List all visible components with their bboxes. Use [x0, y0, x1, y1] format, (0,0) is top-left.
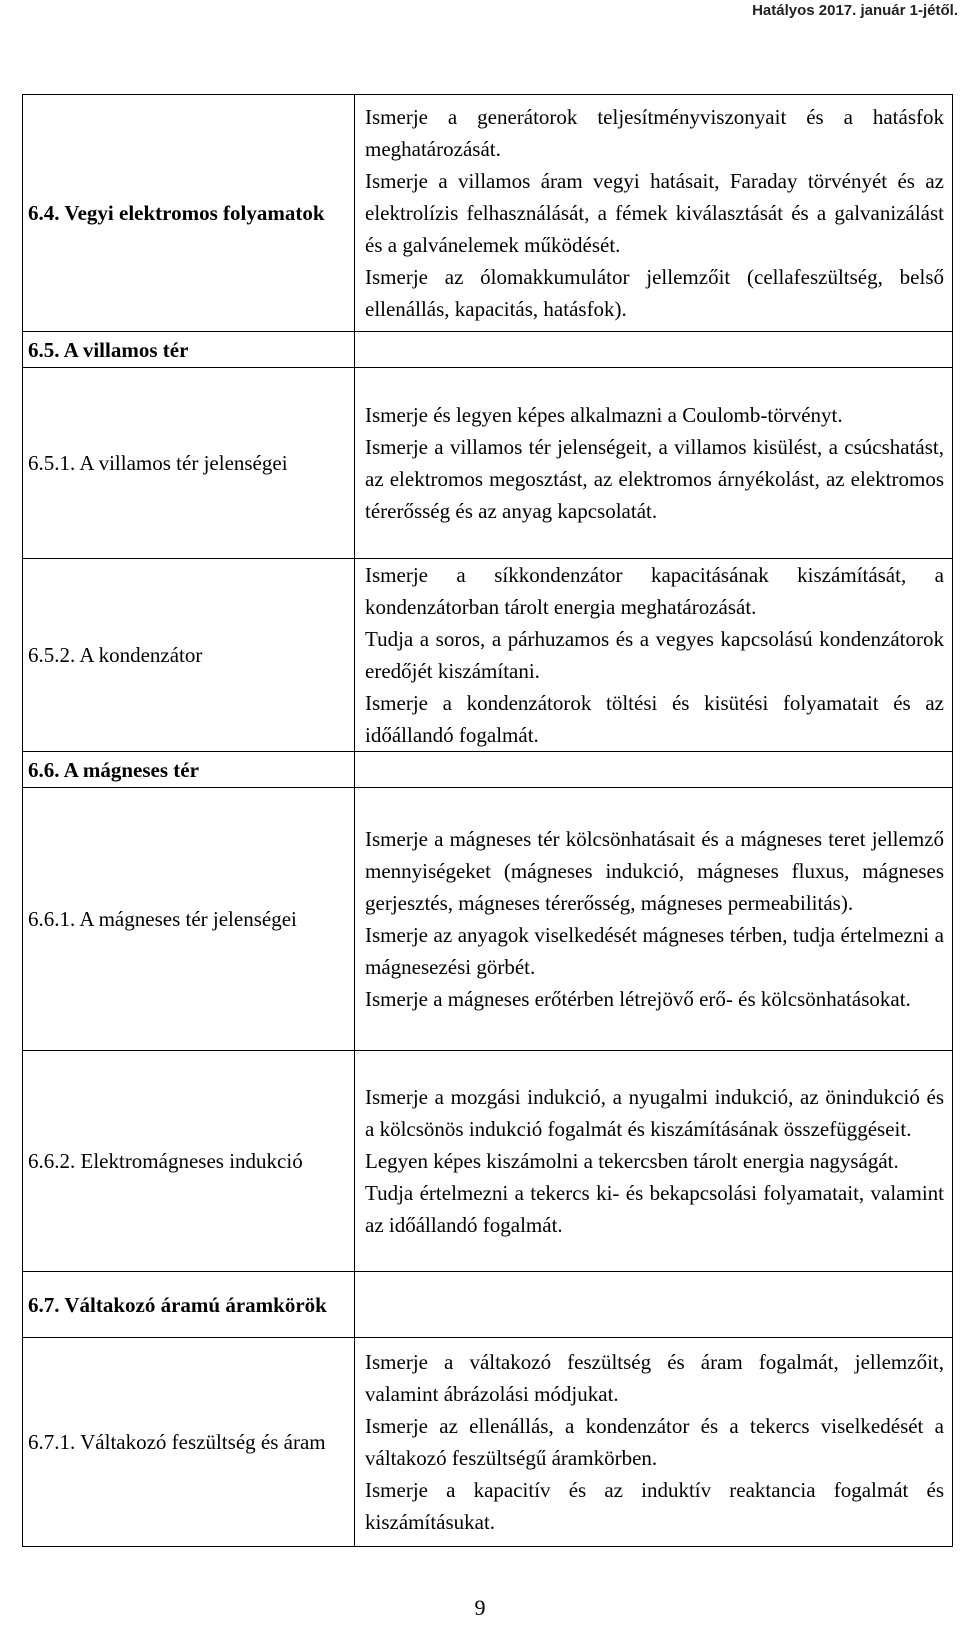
requirement-paragraph: Tudja értelmezni a tekercs ki- és bekapcsolási folyamatait, valamint az időállandó fogalmát.	[365, 1181, 944, 1237]
requirements-cell	[355, 1338, 953, 1547]
empty-cell	[355, 1272, 953, 1338]
requirement-paragraph: Ismerje a váltakozó feszültség és áram fogalmát, jellemzőit, valamint ábrázolási módjukat.	[365, 1350, 944, 1406]
requirement-paragraph: Ismerje az anyagok viselkedését mágneses térben, tudja értelmezni a mágnesezési görbét.	[365, 923, 944, 979]
section-title-cell	[23, 1272, 355, 1338]
topic-title: 6.5.2. A kondenzátor	[28, 643, 203, 667]
topic-cell	[23, 559, 355, 752]
table-row	[23, 1051, 953, 1272]
empty-cell	[355, 752, 953, 788]
section-title: 6.6. A mágneses tér	[28, 757, 199, 782]
table-row	[23, 95, 953, 332]
empty-cell	[355, 332, 953, 368]
requirement-paragraph: Ismerje a mágneses tér kölcsönhatásait és a mágneses teret jellemző mennyiségeket (mágneses indukció, mágneses fluxus, mágneses gerjesztés, mágneses térerősség, mágneses permeabilitás).	[365, 827, 944, 915]
table-row	[23, 559, 953, 752]
page-number: 9	[474, 1595, 486, 1620]
requirements-cell	[355, 95, 953, 332]
topic-title: 6.6.1. A mágneses tér jelenségei	[28, 907, 297, 931]
requirements-cell	[355, 368, 953, 559]
section-row	[23, 1272, 953, 1338]
topic-cell	[23, 788, 355, 1051]
requirement-paragraph: Ismerje a síkkondenzátor kapacitásának kiszámítását, a kondenzátorban tárolt energia meghatározását.	[365, 563, 944, 619]
topic-title: 6.4. Vegyi elektromos folyamatok	[28, 201, 325, 225]
requirement-paragraph: Ismerje az ellenállás, a kondenzátor és a tekercs viselkedését a váltakozó feszültségű áramkörben.	[365, 1414, 944, 1470]
topic-cell	[23, 1338, 355, 1547]
requirement-paragraph: Ismerje és legyen képes alkalmazni a Coulomb-törvényt.	[365, 403, 843, 427]
requirements-cell	[355, 788, 953, 1051]
table-row	[23, 368, 953, 559]
requirements-cell	[355, 559, 953, 752]
requirement-paragraph: Ismerje a mozgási indukció, a nyugalmi indukció, az önindukció és a kölcsönös indukció fogalmát és kiszámításának összefüggéseit.	[365, 1085, 944, 1141]
requirement-paragraph: Ismerje a kondenzátorok töltési és kisütési folyamatait és az időállandó fogalmát.	[365, 691, 944, 747]
topic-title: 6.6.2. Elektromágneses indukció	[28, 1149, 303, 1173]
curriculum-table	[22, 94, 953, 1547]
section-title-cell	[23, 332, 355, 368]
requirement-paragraph: Ismerje a generátorok teljesítményviszonyait és a hatásfok meghatározását.	[365, 105, 944, 161]
requirements-cell	[355, 1051, 953, 1272]
section-title-cell	[23, 752, 355, 788]
topic-title: 6.7.1. Váltakozó feszültség és áram	[28, 1430, 326, 1454]
topic-cell	[23, 95, 355, 332]
topic-cell	[23, 1051, 355, 1272]
requirement-paragraph: Tudja a soros, a párhuzamos és a vegyes kapcsolású kondenzátorok eredőjét kiszámítani.	[365, 627, 944, 683]
requirement-paragraph: Ismerje az ólomakkumulátor jellemzőit (cellafeszültség, belső ellenállás, kapacitás, hatásfok).	[365, 265, 944, 321]
section-title: 6.5. A villamos tér	[28, 337, 189, 362]
effective-date-note: Hatályos 2017. január 1-jétől.	[752, 2, 958, 19]
table-row	[23, 788, 953, 1051]
section-row	[23, 332, 953, 368]
section-row	[23, 752, 953, 788]
requirement-paragraph: Legyen képes kiszámolni a tekercsben tárolt energia nagyságát.	[365, 1149, 899, 1173]
requirement-paragraph: Ismerje a villamos tér jelenségeit, a villamos kisülést, a csúcshatást, az elektromos megosztást, az elektromos árnyékolást, az elektromos térerősség és az anyag kapcsolatát.	[365, 435, 944, 523]
topic-cell	[23, 368, 355, 559]
section-title: 6.7. Váltakozó áramú áramkörök	[28, 1292, 327, 1317]
topic-title: 6.5.1. A villamos tér jelenségei	[28, 451, 288, 475]
requirement-paragraph: Ismerje a mágneses erőtérben létrejövő erő- és kölcsönhatásokat.	[365, 987, 911, 1011]
requirement-paragraph: Ismerje a kapacitív és az induktív reaktancia fogalmát és kiszámításukat.	[365, 1478, 944, 1534]
table-row	[23, 1338, 953, 1547]
requirement-paragraph: Ismerje a villamos áram vegyi hatásait, Faraday törvényét és az elektrolízis felhasználását, a fémek kiválasztását és a galvanizálást és a galvánelemek működését.	[365, 169, 944, 257]
